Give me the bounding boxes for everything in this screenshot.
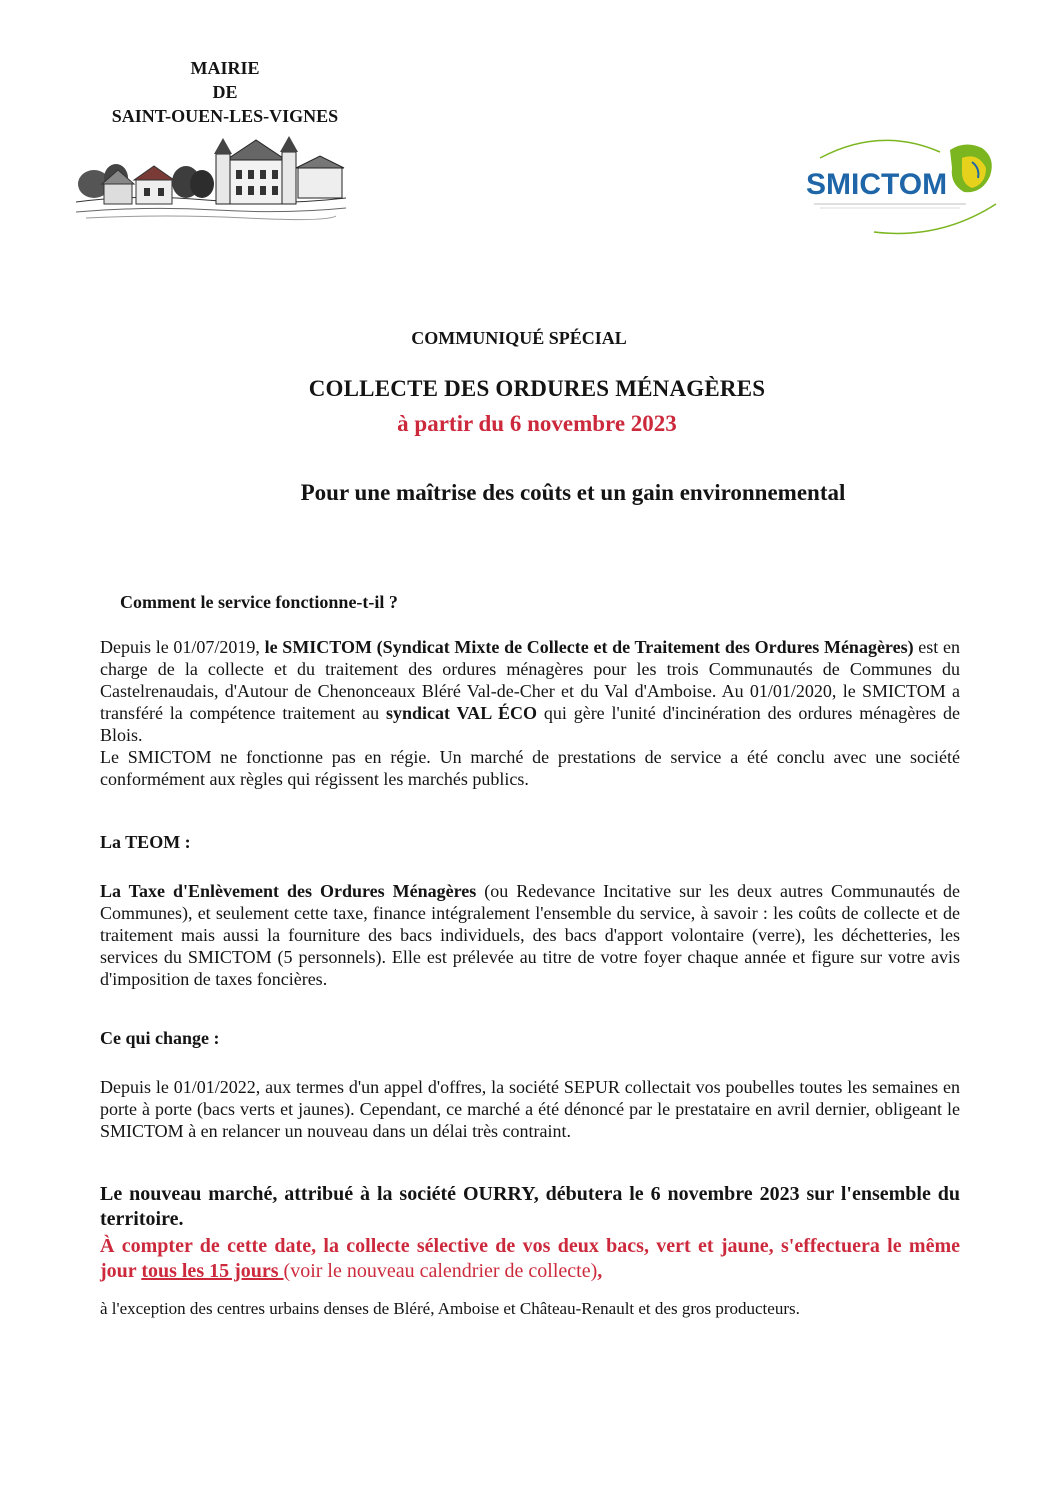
text-run-underlined: tous les 15 jours	[141, 1260, 284, 1282]
section-paragraph-teom	[100, 880, 960, 990]
document-title: COLLECTE DES ORDURES MÉNAGÈRES	[308, 376, 766, 401]
text-run-bold: le SMICTOM (Syndicat Mixte de Collecte et de Traitement des Ordures Ménagères)	[264, 637, 914, 657]
tagline: Pour une maîtrise des coûts et un gain environnemental	[300, 480, 846, 505]
text-run: ,	[597, 1260, 603, 1282]
collection-frequency-statement	[100, 1234, 960, 1284]
section-heading-changes: Ce qui change :	[100, 1028, 220, 1048]
mairie-line-2: DE	[212, 82, 238, 102]
mairie-line-3: SAINT-OUEN-LES-VIGNES	[111, 106, 339, 126]
mairie-heading	[60, 56, 390, 128]
communique-label: COMMUNIQUÉ SPÉCIAL	[411, 328, 627, 348]
village-illustration-icon	[76, 132, 346, 224]
section-heading-teom: La TEOM :	[100, 832, 191, 852]
text-run: Depuis le 01/07/2019,	[100, 637, 265, 657]
smictom-logo-text: SMICTOM	[806, 168, 948, 201]
text-run: Le SMICTOM ne fonctionne pas en régie. Un marché de prestations de service a été conclu avec une société conformément aux règles qui régissent les marchés publics.	[100, 747, 960, 789]
exception-note: à l'exception des centres urbains denses de Bléré, Amboise et Château-Renault et des gros producteurs.	[100, 1299, 800, 1318]
section-paragraph-changes: Depuis le 01/01/2022, aux termes d'un appel d'offres, la société SEPUR collectait vos poubelles toutes les semaines en porte à porte (bacs verts et jaunes). Cependant, ce marché a été dénoncé par le prestataire en avril dernier, obligeant le SMICTOM à en relancer un nouveau dans un délai très contraint.	[100, 1077, 960, 1141]
text-run: (ou Redevance Incitative sur les deux autres Communautés de Communes), et seulement cette taxe, finance intégralement l'ensemble du service, à savoir : les coûts de collecte et de traitement mais aussi la fourniture des bacs individuels, des bacs d'apport volontaire (verre), les déchetteries, les services du SMICTOM (5 personnels). Elle est prélevée au titre de votre foyer chaque année et figure sur votre avis d'imposition de taxes foncières.	[100, 881, 960, 989]
mairie-line-1: MAIRIE	[190, 58, 260, 78]
text-run-bold: La Taxe d'Enlèvement des Ordures Ménagères	[100, 881, 477, 901]
text-run: est en charge de la collecte et du traitement des ordures ménagères pour les trois Communautés de Communes du Castelrenaudais, d'Autour de Chenonceaux Bléré Val-de-Cher et du Val d'Amboise. Au 01/01/2020, le SMICTOM a transféré la compétence traitement au	[100, 637, 960, 723]
text-run: (voir le nouveau calendrier de collecte)	[283, 1260, 598, 1282]
text-run: qui gère l'unité d'incinération des ordures ménagères de Blois.	[100, 703, 961, 745]
smictom-logo-icon	[790, 128, 1026, 244]
text-run-bold: syndicat VAL ÉCO	[386, 703, 538, 723]
section-heading-service: Comment le service fonctionne-t-il ?	[120, 592, 398, 612]
date-subtitle: à partir du 6 novembre 2023	[397, 411, 677, 436]
section-paragraph-service	[100, 636, 960, 790]
text-run: À compter de cette date, la collecte sélective de vos deux bacs, vert et jaune, s'effectuera le même jour	[100, 1235, 960, 1282]
new-contract-statement: Le nouveau marché, attribué à la société OURRY, débutera le 6 novembre 2023 sur l'ensemble du territoire.	[100, 1183, 960, 1230]
